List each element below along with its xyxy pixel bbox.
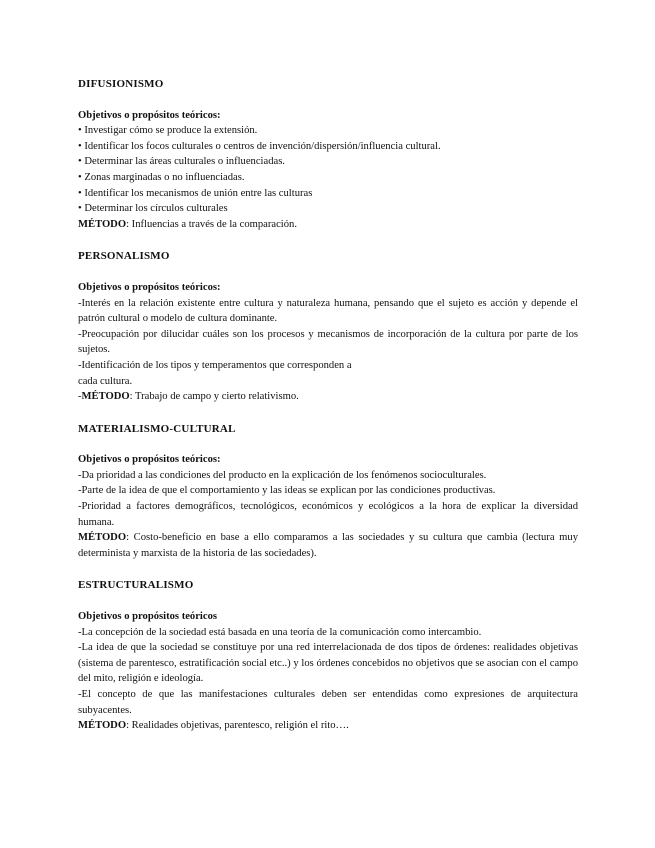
section-difusionismo [78, 76, 578, 232]
method-label: MÉTODO [81, 391, 130, 403]
list-item: • Identificar los focos culturales o centros de invención/dispersión/influencia cultural. [78, 140, 441, 152]
section-title: PERSONALISMO [78, 250, 170, 263]
method-label: MÉTODO [78, 720, 127, 732]
list-item: -Interés en la relación existente entre cultura y naturaleza humana, pensando que el sujeto es acción y depende el patrón cultural o modelo de cultura dominante. [78, 297, 578, 325]
method-line [78, 530, 578, 561]
list-item: • Investigar cómo se produce la extensión. [78, 125, 258, 137]
section-title: DIFUSIONISMO [78, 78, 164, 90]
list-item: -Preocupación por dilucidar cuáles son los procesos y mecanismos de incorporación de la cultura por parte de los sujetos. [78, 328, 578, 356]
section-estructuralismo [78, 577, 578, 733]
section-title: ESTRUCTURALISMO [78, 579, 194, 592]
method-text: : Realidades objetivas, parentesco, religión el rito…. [126, 720, 349, 732]
section-materialismo-cultural [78, 421, 578, 562]
method-label: MÉTODO [78, 218, 127, 230]
method-text: : Costo-beneficio en base a ello comparamos a las sociedades y su cultura que cambia (lectura muy determinista y marxista de la historia de las sociedades). [78, 532, 578, 559]
list-item: • Determinar las áreas culturales o influenciadas. [78, 156, 285, 168]
method-text: : Influencias a través de la comparación. [126, 218, 297, 230]
list-item: • Identificar los mecanismos de unión entre las culturas [78, 187, 313, 199]
section-subtitle: Objetivos o propósitos teóricos: [78, 281, 221, 293]
list-item: -Identificación de los tipos y temperamentos que corresponden a [78, 359, 352, 371]
method-prefix: - [78, 391, 82, 403]
document-body [78, 76, 578, 734]
section-subtitle: Objetivos o propósitos teóricos [78, 611, 217, 623]
list-item: -La idea de que la sociedad se constituye por una red interrelacionada de dos tipos de órdenes: realidades objetivas (sistema de parentesco, estratificación social etc..) y los órdenes concebidos no objetivos que se asocian con el campo del mito, religión e ideología. [78, 642, 578, 685]
method-line [78, 389, 578, 405]
method-label: MÉTODO [78, 532, 127, 544]
section-subtitle: Objetivos o propósitos teóricos: [78, 454, 221, 466]
section-subtitle: Objetivos o propósitos teóricos: [78, 109, 221, 121]
list-item: -Da prioridad a las condiciones del producto en la explicación de los fenómenos socioculturales. [78, 469, 487, 481]
section-title: MATERIALISMO-CULTURAL [78, 422, 236, 435]
list-item: • Determinar los círculos culturales [78, 203, 228, 215]
method-line [78, 217, 578, 233]
method-line [78, 718, 578, 734]
list-item: -Parte de la idea de que el comportamiento y las ideas se explican por las condiciones productivas. [78, 485, 496, 497]
list-item: • Zonas marginadas o no influenciadas. [78, 171, 245, 183]
list-item: cada cultura. [78, 375, 133, 387]
list-item: -El concepto de que las manifestaciones culturales deben ser entendidas como expresiones de arquitectura subyacentes. [78, 689, 578, 716]
section-personalismo [78, 248, 578, 404]
list-item: -La concepción de la sociedad está basada en una teoría de la comunicación como intercambio. [78, 626, 482, 638]
list-item: -Prioridad a factores demográficos, tecnológicos, económicos y ecológicos a la hora de explicar la diversidad humana. [78, 501, 578, 528]
method-text: : Trabajo de campo y cierto relativismo. [129, 391, 299, 403]
